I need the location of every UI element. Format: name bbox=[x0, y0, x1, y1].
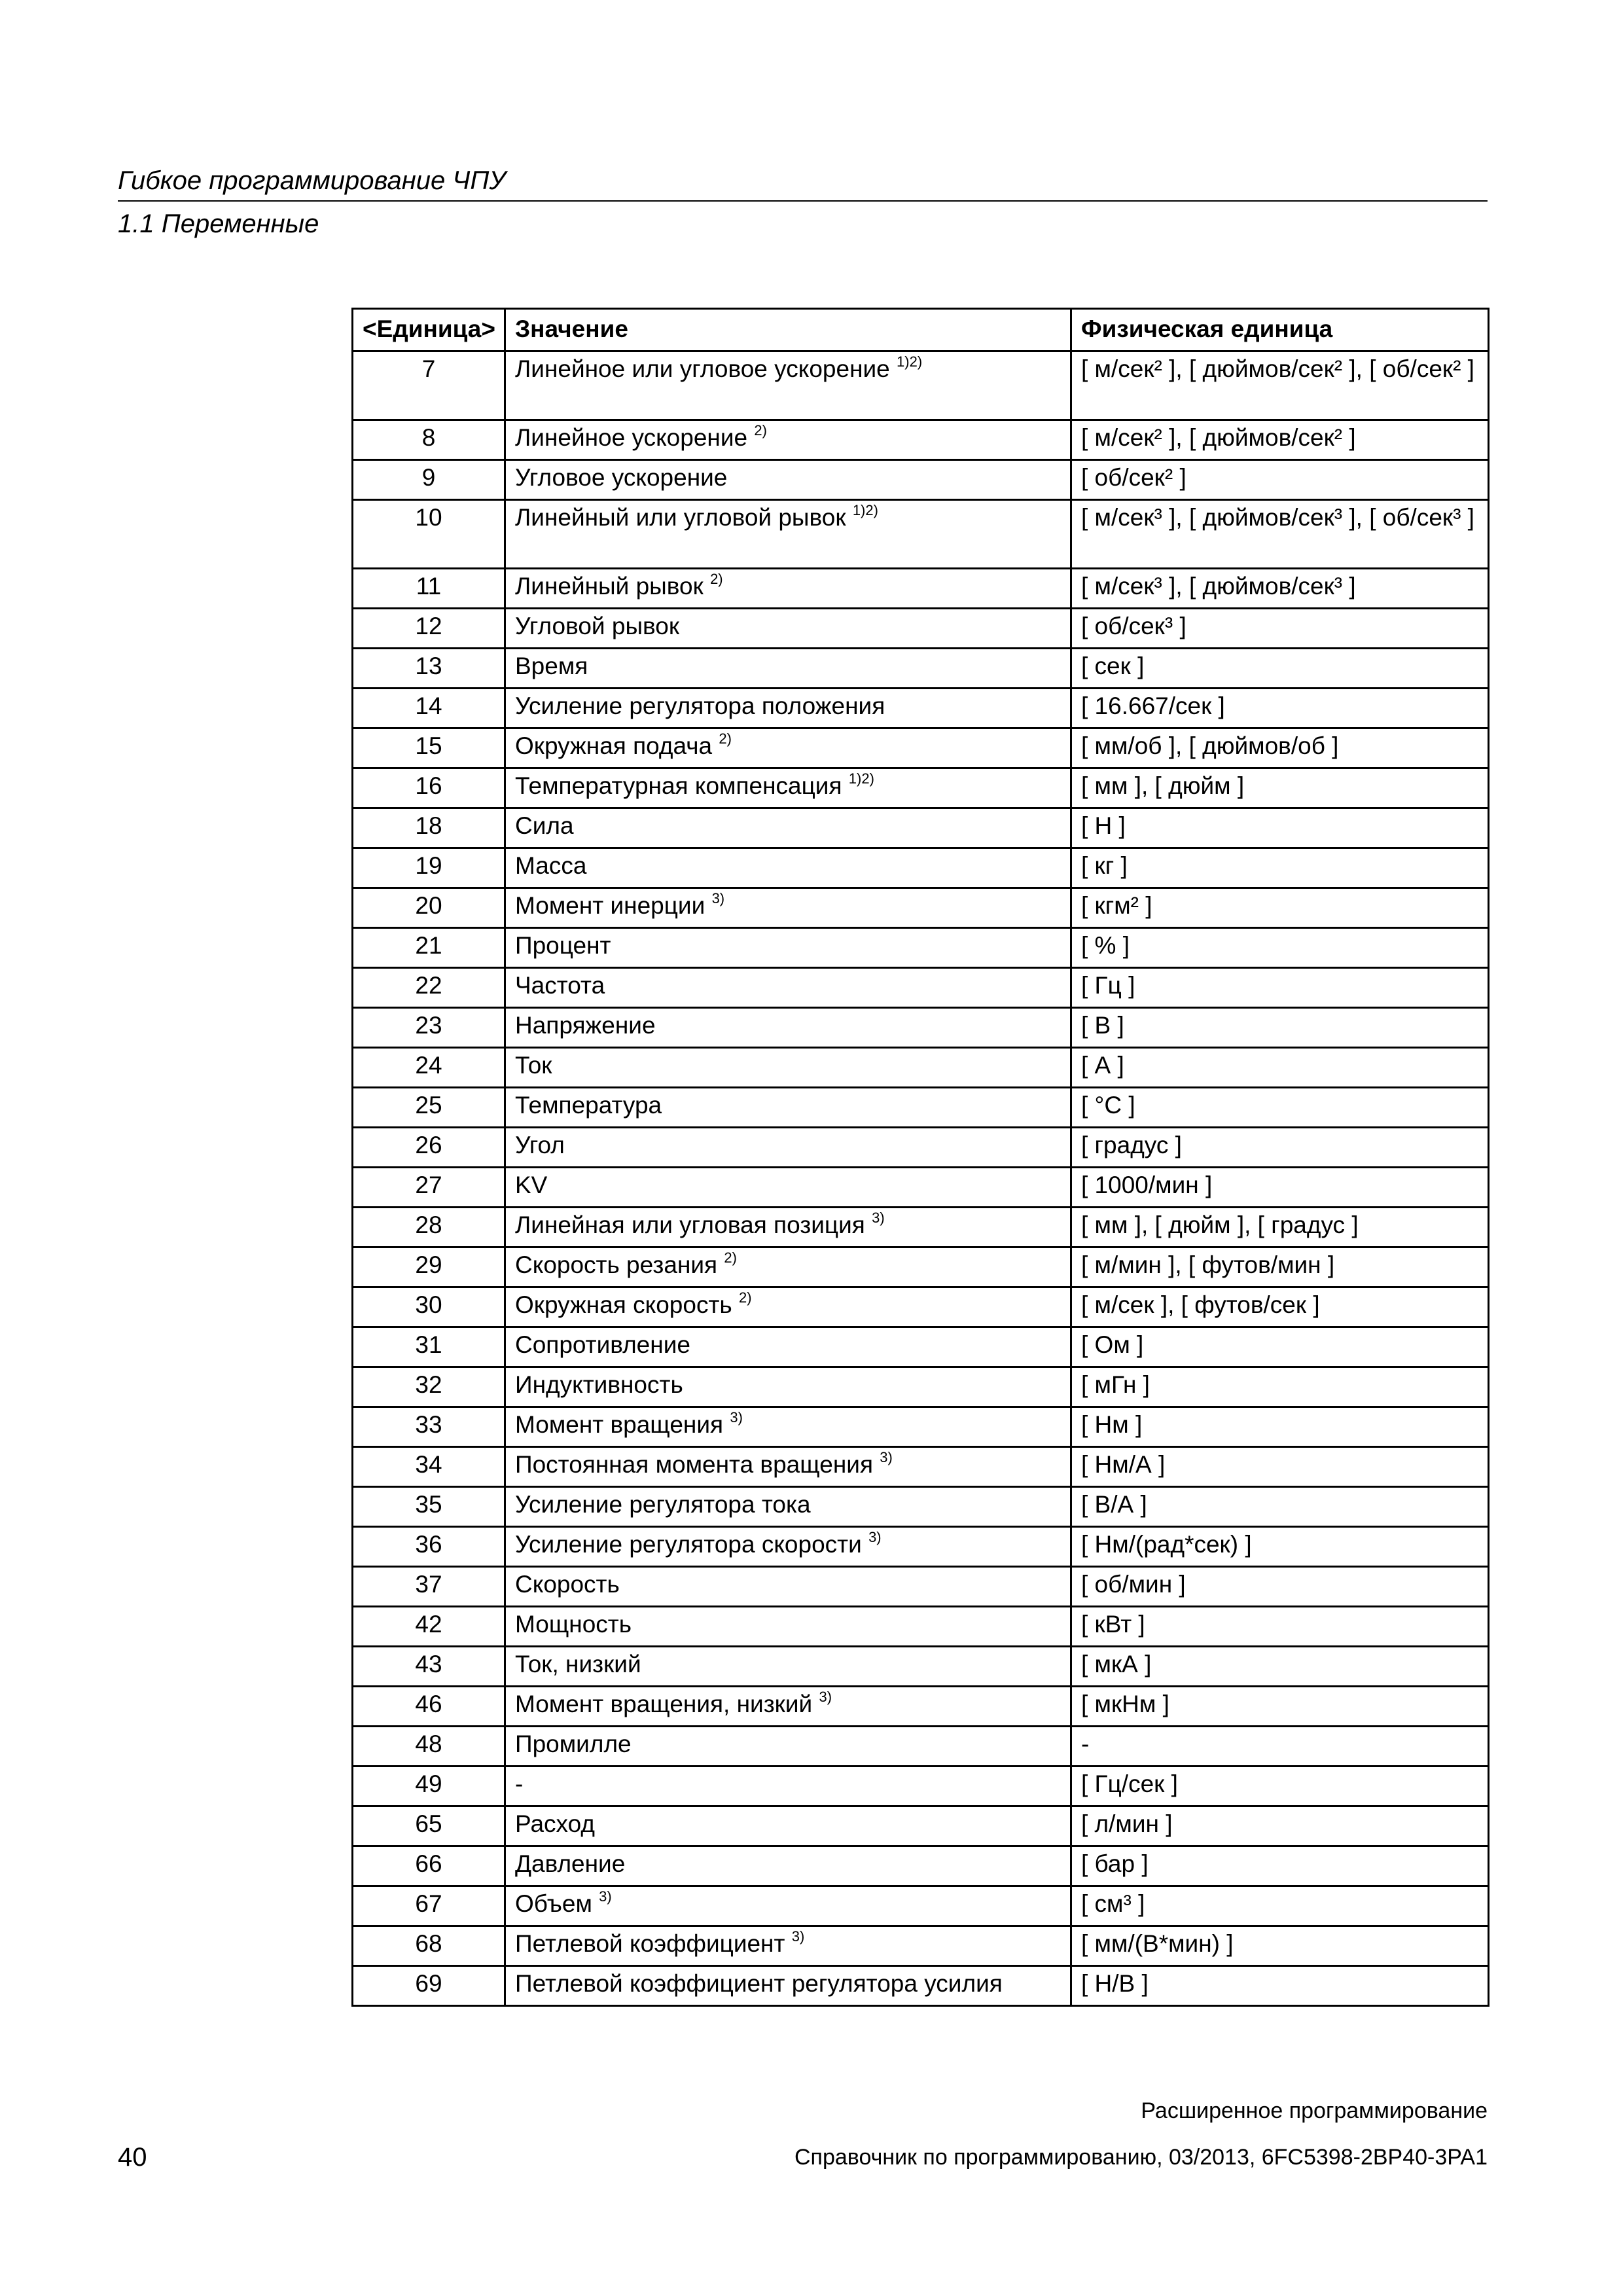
table-row bbox=[353, 1407, 1489, 1447]
meaning-text: Линейный рывок bbox=[515, 573, 704, 600]
footnote-marker: 3) bbox=[872, 1210, 885, 1226]
meaning-text: Угловой рывок bbox=[515, 613, 680, 639]
table-row bbox=[353, 928, 1489, 968]
meaning-cell bbox=[505, 1687, 1071, 1727]
physical-unit-cell: - bbox=[1071, 1727, 1489, 1767]
physical-unit-cell: [ м/сек² ], [ дюймов/сек² ] bbox=[1071, 420, 1489, 460]
table-row bbox=[353, 1247, 1489, 1287]
unit-code-cell: 22 bbox=[353, 968, 505, 1008]
meaning-cell bbox=[505, 848, 1071, 888]
meaning-cell bbox=[505, 1727, 1071, 1767]
physical-unit-cell: [ кВт ] bbox=[1071, 1607, 1489, 1647]
unit-code-cell: 68 bbox=[353, 1926, 505, 1966]
meaning-cell bbox=[505, 1647, 1071, 1687]
physical-unit-cell: [ 16.667/сек ] bbox=[1071, 689, 1489, 728]
table-row bbox=[353, 420, 1489, 460]
physical-unit-cell: [ °C ] bbox=[1071, 1088, 1489, 1128]
meaning-cell bbox=[505, 1128, 1071, 1168]
unit-code-cell: 7 bbox=[353, 351, 505, 420]
physical-unit-cell: [ Ом ] bbox=[1071, 1327, 1489, 1367]
meaning-cell bbox=[505, 1607, 1071, 1647]
unit-code-cell: 20 bbox=[353, 888, 505, 928]
unit-code-cell: 35 bbox=[353, 1487, 505, 1527]
unit-code-cell: 15 bbox=[353, 728, 505, 768]
unit-code-cell: 32 bbox=[353, 1367, 505, 1407]
meaning-text: Петлевой коэффициент bbox=[515, 1930, 785, 1957]
unit-code-cell: 26 bbox=[353, 1128, 505, 1168]
footnote-marker: 3) bbox=[599, 1888, 612, 1905]
meaning-text: Ток, низкий bbox=[515, 1651, 641, 1677]
table-row bbox=[353, 1367, 1489, 1407]
table-row bbox=[353, 1846, 1489, 1886]
meaning-cell bbox=[505, 500, 1071, 569]
unit-code-cell: 42 bbox=[353, 1607, 505, 1647]
table-row bbox=[353, 649, 1489, 689]
units-table-body bbox=[353, 351, 1489, 2006]
unit-code-cell: 37 bbox=[353, 1567, 505, 1607]
unit-code-cell: 11 bbox=[353, 569, 505, 609]
physical-unit-cell: [ см³ ] bbox=[1071, 1886, 1489, 1926]
meaning-text: Процент bbox=[515, 932, 611, 959]
physical-unit-cell: [ л/мин ] bbox=[1071, 1806, 1489, 1846]
unit-code-cell: 19 bbox=[353, 848, 505, 888]
meaning-cell bbox=[505, 420, 1071, 460]
meaning-text: Линейный или угловой рывок bbox=[515, 504, 846, 531]
unit-code-cell: 25 bbox=[353, 1088, 505, 1128]
unit-code-cell: 29 bbox=[353, 1247, 505, 1287]
footnote-marker: 2) bbox=[754, 422, 767, 439]
unit-code-cell: 66 bbox=[353, 1846, 505, 1886]
column-header-physical-unit: Физическая единица bbox=[1071, 309, 1489, 351]
physical-unit-cell: [ Нм/А ] bbox=[1071, 1447, 1489, 1487]
meaning-cell bbox=[505, 1567, 1071, 1607]
meaning-text: Скорость bbox=[515, 1571, 620, 1598]
footnote-marker: 1)2) bbox=[852, 502, 878, 518]
meaning-cell bbox=[505, 351, 1071, 420]
table-row bbox=[353, 1886, 1489, 1926]
meaning-cell bbox=[505, 728, 1071, 768]
meaning-cell bbox=[505, 1367, 1071, 1407]
physical-unit-cell: [ об/сек³ ] bbox=[1071, 609, 1489, 649]
physical-unit-cell: [ мГн ] bbox=[1071, 1367, 1489, 1407]
table-row bbox=[353, 1926, 1489, 1966]
physical-unit-cell: [ В ] bbox=[1071, 1008, 1489, 1048]
footnote-marker: 3) bbox=[730, 1409, 743, 1426]
meaning-text: - bbox=[515, 1770, 524, 1797]
unit-code-cell: 23 bbox=[353, 1008, 505, 1048]
meaning-cell bbox=[505, 1926, 1071, 1966]
meaning-text: Усиление регулятора скорости bbox=[515, 1531, 862, 1558]
table-header-row bbox=[353, 309, 1489, 351]
meaning-cell bbox=[505, 1447, 1071, 1487]
meaning-text: Момент вращения, низкий bbox=[515, 1691, 813, 1717]
physical-unit-cell: [ кг ] bbox=[1071, 848, 1489, 888]
physical-unit-cell: [ бар ] bbox=[1071, 1846, 1489, 1886]
table-row bbox=[353, 1527, 1489, 1567]
footnote-marker: 2) bbox=[719, 730, 732, 747]
meaning-text: Окружная скорость bbox=[515, 1291, 732, 1318]
table-row bbox=[353, 848, 1489, 888]
meaning-cell bbox=[505, 649, 1071, 689]
table-row bbox=[353, 1966, 1489, 2006]
footnote-marker: 2) bbox=[738, 1289, 752, 1306]
meaning-text: KV bbox=[515, 1172, 548, 1198]
table-row bbox=[353, 1647, 1489, 1687]
unit-code-cell: 31 bbox=[353, 1327, 505, 1367]
meaning-text: Сопротивление bbox=[515, 1331, 690, 1358]
unit-code-cell: 18 bbox=[353, 808, 505, 848]
unit-code-cell: 24 bbox=[353, 1048, 505, 1088]
table-row bbox=[353, 460, 1489, 500]
footnote-marker: 1)2) bbox=[897, 353, 923, 370]
footnote-marker: 1)2) bbox=[848, 770, 874, 787]
meaning-cell bbox=[505, 1886, 1071, 1926]
meaning-cell bbox=[505, 1767, 1071, 1806]
footnote-marker: 3) bbox=[711, 890, 725, 906]
table-row bbox=[353, 888, 1489, 928]
physical-unit-cell: [ мкА ] bbox=[1071, 1647, 1489, 1687]
meaning-cell bbox=[505, 928, 1071, 968]
table-row bbox=[353, 1727, 1489, 1767]
physical-unit-cell: [ Нм/(рад*сек) ] bbox=[1071, 1527, 1489, 1567]
unit-code-cell: 14 bbox=[353, 689, 505, 728]
meaning-text: Окружная подача bbox=[515, 732, 713, 759]
table-row bbox=[353, 1487, 1489, 1527]
table-row bbox=[353, 1008, 1489, 1048]
physical-unit-cell: [ А ] bbox=[1071, 1048, 1489, 1088]
footnote-marker: 3) bbox=[819, 1689, 832, 1705]
meaning-cell bbox=[505, 1806, 1071, 1846]
meaning-cell bbox=[505, 1168, 1071, 1208]
meaning-text: Линейное ускорение bbox=[515, 424, 748, 451]
table-row bbox=[353, 768, 1489, 808]
units-table bbox=[351, 308, 1489, 2007]
meaning-text: Усиление регулятора положения bbox=[515, 692, 885, 719]
unit-code-cell: 21 bbox=[353, 928, 505, 968]
meaning-text: Угол bbox=[515, 1132, 565, 1158]
header-divider bbox=[118, 200, 1488, 202]
meaning-cell bbox=[505, 1487, 1071, 1527]
footer-document-title: Расширенное программирование bbox=[1141, 2098, 1488, 2123]
meaning-text: Индуктивность bbox=[515, 1371, 683, 1398]
unit-code-cell: 9 bbox=[353, 460, 505, 500]
table-row bbox=[353, 1208, 1489, 1247]
physical-unit-cell: [ Н/В ] bbox=[1071, 1966, 1489, 2006]
unit-code-cell: 34 bbox=[353, 1447, 505, 1487]
table-row bbox=[353, 569, 1489, 609]
meaning-cell bbox=[505, 1088, 1071, 1128]
table-row bbox=[353, 1806, 1489, 1846]
table-row bbox=[353, 609, 1489, 649]
physical-unit-cell: [ Гц/сек ] bbox=[1071, 1767, 1489, 1806]
meaning-text: Давление bbox=[515, 1850, 626, 1877]
meaning-cell bbox=[505, 1966, 1071, 2006]
table-row bbox=[353, 1567, 1489, 1607]
meaning-text: Угловое ускорение bbox=[515, 464, 728, 491]
unit-code-cell: 65 bbox=[353, 1806, 505, 1846]
physical-unit-cell: [ мкНм ] bbox=[1071, 1687, 1489, 1727]
physical-unit-cell: [ мм ], [ дюйм ] bbox=[1071, 768, 1489, 808]
meaning-text: Усиление регулятора тока bbox=[515, 1491, 811, 1518]
unit-code-cell: 46 bbox=[353, 1687, 505, 1727]
physical-unit-cell: [ Нм ] bbox=[1071, 1407, 1489, 1447]
meaning-text: Время bbox=[515, 653, 588, 679]
meaning-cell bbox=[505, 1846, 1071, 1886]
meaning-cell bbox=[505, 1008, 1071, 1048]
unit-code-cell: 49 bbox=[353, 1767, 505, 1806]
unit-code-cell: 28 bbox=[353, 1208, 505, 1247]
meaning-cell bbox=[505, 609, 1071, 649]
meaning-cell bbox=[505, 1407, 1071, 1447]
table-row bbox=[353, 1687, 1489, 1727]
physical-unit-cell: [ сек ] bbox=[1071, 649, 1489, 689]
physical-unit-cell: [ м/сек² ], [ дюймов/сек² ], [ об/сек² ] bbox=[1071, 351, 1489, 420]
meaning-text: Линейное или угловое ускорение bbox=[515, 355, 890, 382]
meaning-cell bbox=[505, 1208, 1071, 1247]
table-row bbox=[353, 808, 1489, 848]
physical-unit-cell: [ м/сек³ ], [ дюймов/сек³ ] bbox=[1071, 569, 1489, 609]
column-header-unit-code: <Единица> bbox=[353, 309, 505, 351]
physical-unit-cell: [ м/сек³ ], [ дюймов/сек³ ], [ об/сек³ ] bbox=[1071, 500, 1489, 569]
meaning-text: Частота bbox=[515, 972, 605, 999]
meaning-text: Момент инерции bbox=[515, 892, 705, 919]
running-header-section: 1.1 Переменные bbox=[118, 209, 319, 238]
unit-code-cell: 36 bbox=[353, 1527, 505, 1567]
meaning-text: Линейная или угловая позиция bbox=[515, 1211, 865, 1238]
physical-unit-cell: [ В/А ] bbox=[1071, 1487, 1489, 1527]
table-row bbox=[353, 1287, 1489, 1327]
table-row bbox=[353, 1447, 1489, 1487]
meaning-text: Напряжение bbox=[515, 1012, 656, 1039]
meaning-text: Петлевой коэффициент регулятора усилия bbox=[515, 1970, 1003, 1997]
unit-code-cell: 30 bbox=[353, 1287, 505, 1327]
unit-code-cell: 67 bbox=[353, 1886, 505, 1926]
physical-unit-cell: [ Гц ] bbox=[1071, 968, 1489, 1008]
physical-unit-cell: [ мм ], [ дюйм ], [ градус ] bbox=[1071, 1208, 1489, 1247]
meaning-cell bbox=[505, 569, 1071, 609]
meaning-cell bbox=[505, 968, 1071, 1008]
unit-code-cell: 48 bbox=[353, 1727, 505, 1767]
table-row bbox=[353, 1327, 1489, 1367]
table-row bbox=[353, 1607, 1489, 1647]
meaning-text: Ток bbox=[515, 1052, 552, 1079]
meaning-cell bbox=[505, 1527, 1071, 1567]
unit-code-cell: 13 bbox=[353, 649, 505, 689]
table-row bbox=[353, 1168, 1489, 1208]
table-row bbox=[353, 500, 1489, 569]
page-number: 40 bbox=[118, 2143, 147, 2172]
meaning-cell bbox=[505, 1327, 1071, 1367]
footnote-marker: 3) bbox=[791, 1928, 805, 1945]
table-row bbox=[353, 1048, 1489, 1088]
meaning-text: Сила bbox=[515, 812, 574, 839]
unit-code-cell: 33 bbox=[353, 1407, 505, 1447]
table-row bbox=[353, 728, 1489, 768]
meaning-cell bbox=[505, 689, 1071, 728]
meaning-cell bbox=[505, 1247, 1071, 1287]
meaning-text: Мощность bbox=[515, 1611, 632, 1638]
meaning-cell bbox=[505, 808, 1071, 848]
meaning-text: Постоянная момента вращения bbox=[515, 1451, 873, 1478]
unit-code-cell: 27 bbox=[353, 1168, 505, 1208]
footer-reference: Справочник по программированию, 03/2013, 6FC5398-2BP40-3PA1 bbox=[794, 2145, 1488, 2170]
physical-unit-cell: [ м/сек ], [ футов/сек ] bbox=[1071, 1287, 1489, 1327]
table-row bbox=[353, 1767, 1489, 1806]
physical-unit-cell: [ мм/(В*мин) ] bbox=[1071, 1926, 1489, 1966]
physical-unit-cell: [ % ] bbox=[1071, 928, 1489, 968]
physical-unit-cell: [ кгм² ] bbox=[1071, 888, 1489, 928]
meaning-cell bbox=[505, 768, 1071, 808]
unit-code-cell: 43 bbox=[353, 1647, 505, 1687]
physical-unit-cell: [ градус ] bbox=[1071, 1128, 1489, 1168]
footnote-marker: 2) bbox=[710, 571, 723, 587]
running-header-title: Гибкое программирование ЧПУ bbox=[118, 166, 506, 195]
meaning-cell bbox=[505, 888, 1071, 928]
table-row bbox=[353, 351, 1489, 420]
meaning-cell bbox=[505, 1287, 1071, 1327]
column-header-meaning: Значение bbox=[505, 309, 1071, 351]
physical-unit-cell: [ Н ] bbox=[1071, 808, 1489, 848]
meaning-text: Промилле bbox=[515, 1731, 632, 1757]
meaning-text: Объем bbox=[515, 1890, 592, 1917]
footnote-marker: 2) bbox=[724, 1249, 737, 1266]
meaning-text: Температура bbox=[515, 1092, 662, 1119]
physical-unit-cell: [ м/мин ], [ футов/мин ] bbox=[1071, 1247, 1489, 1287]
table-row bbox=[353, 1088, 1489, 1128]
meaning-text: Масса bbox=[515, 852, 587, 879]
footnote-marker: 3) bbox=[880, 1449, 893, 1465]
physical-unit-cell: [ об/мин ] bbox=[1071, 1567, 1489, 1607]
table-row bbox=[353, 968, 1489, 1008]
meaning-text: Скорость резания bbox=[515, 1251, 718, 1278]
meaning-cell bbox=[505, 460, 1071, 500]
meaning-cell bbox=[505, 1048, 1071, 1088]
unit-code-cell: 8 bbox=[353, 420, 505, 460]
unit-code-cell: 12 bbox=[353, 609, 505, 649]
unit-code-cell: 16 bbox=[353, 768, 505, 808]
meaning-text: Температурная компенсация bbox=[515, 772, 842, 799]
physical-unit-cell: [ мм/об ], [ дюймов/об ] bbox=[1071, 728, 1489, 768]
physical-unit-cell: [ 1000/мин ] bbox=[1071, 1168, 1489, 1208]
physical-unit-cell: [ об/сек² ] bbox=[1071, 460, 1489, 500]
meaning-text: Расход bbox=[515, 1810, 595, 1837]
unit-code-cell: 69 bbox=[353, 1966, 505, 2006]
table-row bbox=[353, 689, 1489, 728]
table-row bbox=[353, 1128, 1489, 1168]
meaning-text: Момент вращения bbox=[515, 1411, 724, 1438]
unit-code-cell: 10 bbox=[353, 500, 505, 569]
footnote-marker: 3) bbox=[868, 1529, 882, 1545]
